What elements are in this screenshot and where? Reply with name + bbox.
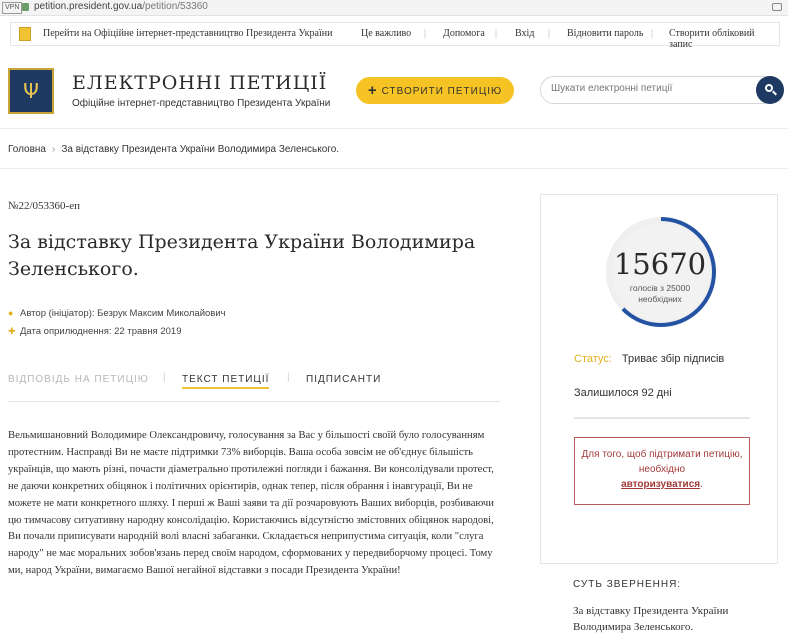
- votes-count: 15670: [613, 247, 707, 281]
- top-bar: [10, 22, 780, 50]
- votes-needed-line1: голосів з 25000: [629, 283, 691, 293]
- search-input[interactable]: [551, 83, 751, 94]
- trident-icon: Ψ: [23, 79, 39, 103]
- vpn-badge[interactable]: VPN: [2, 2, 22, 14]
- chevron-right-icon: ›: [52, 144, 56, 155]
- create-petition-button[interactable]: [356, 77, 514, 104]
- user-icon: ●: [8, 308, 14, 318]
- plus-icon: +: [367, 82, 378, 99]
- petition-number: №22/053360-еп: [8, 200, 80, 212]
- petition-author: [8, 308, 226, 319]
- tab-signers[interactable]: ПІДПИСАНТИ: [306, 374, 382, 385]
- login-link[interactable]: Вхід: [515, 28, 535, 39]
- author-text: Автор (ініціатор): Безрук Максим Миколайович: [20, 308, 226, 319]
- recover-password-link[interactable]: Відновити пароль: [567, 28, 644, 39]
- site-logo[interactable]: [8, 68, 54, 114]
- breadcrumb: [8, 144, 339, 155]
- site-title[interactable]: ЕЛЕКТРОННІ ПЕТИЦІЇ: [72, 72, 328, 94]
- header-divider: [0, 128, 788, 129]
- divider: |: [424, 28, 427, 39]
- lock-icon: [22, 3, 29, 11]
- essence-text: За відставку Президента України Володимира Зеленського.: [573, 605, 729, 633]
- plus-icon: ✚: [8, 326, 16, 336]
- votes-needed-line2: необхідних: [638, 294, 682, 304]
- breadcrumb-current: За відставку Президента України Володимира Зеленського.: [61, 144, 340, 155]
- divider: |: [287, 372, 291, 383]
- emblem-icon: [19, 27, 31, 41]
- search-button[interactable]: [756, 76, 784, 104]
- create-petition-label: СТВОРИТИ ПЕТИЦІЮ: [381, 86, 503, 97]
- tab-petition-text[interactable]: ТЕКСТ ПЕТИЦІЇ: [182, 374, 269, 389]
- auth-link[interactable]: авторизуватися: [621, 479, 701, 490]
- help-link[interactable]: Допомога: [443, 28, 485, 39]
- url-text[interactable]: [34, 1, 208, 12]
- petition-sidebar: [540, 194, 778, 564]
- auth-notice: [574, 437, 750, 505]
- search-box: [540, 76, 784, 104]
- divider: [574, 417, 750, 419]
- browser-address-bar[interactable]: [0, 0, 788, 16]
- breadcrumb-divider: [0, 168, 788, 169]
- status-label: Статус:: [574, 353, 612, 365]
- url-host: petition.president.gov.ua: [34, 1, 143, 12]
- register-link[interactable]: Створити обліковий запис: [669, 28, 755, 50]
- date-text: Дата оприлюднення: 22 травня 2019: [20, 326, 182, 337]
- search-icon-handle: [772, 91, 777, 96]
- divider: |: [495, 28, 498, 39]
- site-subtitle: Офіційне інтернет-представництво Президента України: [72, 98, 331, 109]
- divider: |: [548, 28, 551, 39]
- breadcrumb-home[interactable]: Головна: [8, 144, 46, 155]
- tab-answer[interactable]: ВІДПОВІДЬ НА ПЕТИЦІЮ: [8, 374, 149, 385]
- important-link[interactable]: Це важливо: [361, 28, 412, 39]
- camera-icon[interactable]: [772, 3, 782, 11]
- petition-tabs: [8, 374, 500, 402]
- days-remaining: Залишилося 92 дні: [574, 387, 672, 399]
- status-value: Триває збір підписів: [621, 353, 725, 365]
- petition-status: [574, 353, 724, 365]
- petition-title: За відставку Президента України Володимира Зеленського.: [8, 231, 476, 280]
- auth-notice-text: Для того, щоб підтримати петицію, необхідно: [581, 449, 743, 475]
- divider: |: [651, 28, 654, 39]
- votes-needed: [541, 283, 779, 305]
- auth-notice-end: .: [700, 479, 703, 490]
- divider: |: [163, 372, 167, 383]
- petition-text: Вельмишановний Володимире Олександровичу, голосування за Вас у більшості своїй було голосуванням протестним. Насправді Ви не маєте підтримки 73% виборців. Ваша особа зовсім не об'єднує більшість українців, що мають різні, почасти діаметрально протилежні погляди і бажання. Ви консолідували протест, не даючи конкретних обіцянок і політичних орієнтирів, однак тепер, після обрання і інавгурації, Ви не можете не мати конкретного шляху. І перші ж Ваші заяви та дії розчаровують Ваших виборців, розбиваючи цю тимчасову ситуативну народну консолідацію. Користаючись відсутністю змістовних обіцянок народові, Ви почали приписувати народній волі власні забаганки. Складається неприпустима ситуація, коли "слуга народу" не має моральних зобов'язань перед своїм народом, сформованих у передвиборчому процесі. Тому ми, народ України, вимагаємо Вашої негайної відставки з посади Президента України!: [8, 430, 494, 577]
- official-site-link[interactable]: Перейти на Офіційне інтернет-представництво Президента України: [43, 28, 333, 39]
- petition-date: [8, 326, 181, 337]
- essence-label: СУТЬ ЗВЕРНЕННЯ:: [573, 579, 682, 590]
- url-path: /petition/53360: [142, 1, 208, 12]
